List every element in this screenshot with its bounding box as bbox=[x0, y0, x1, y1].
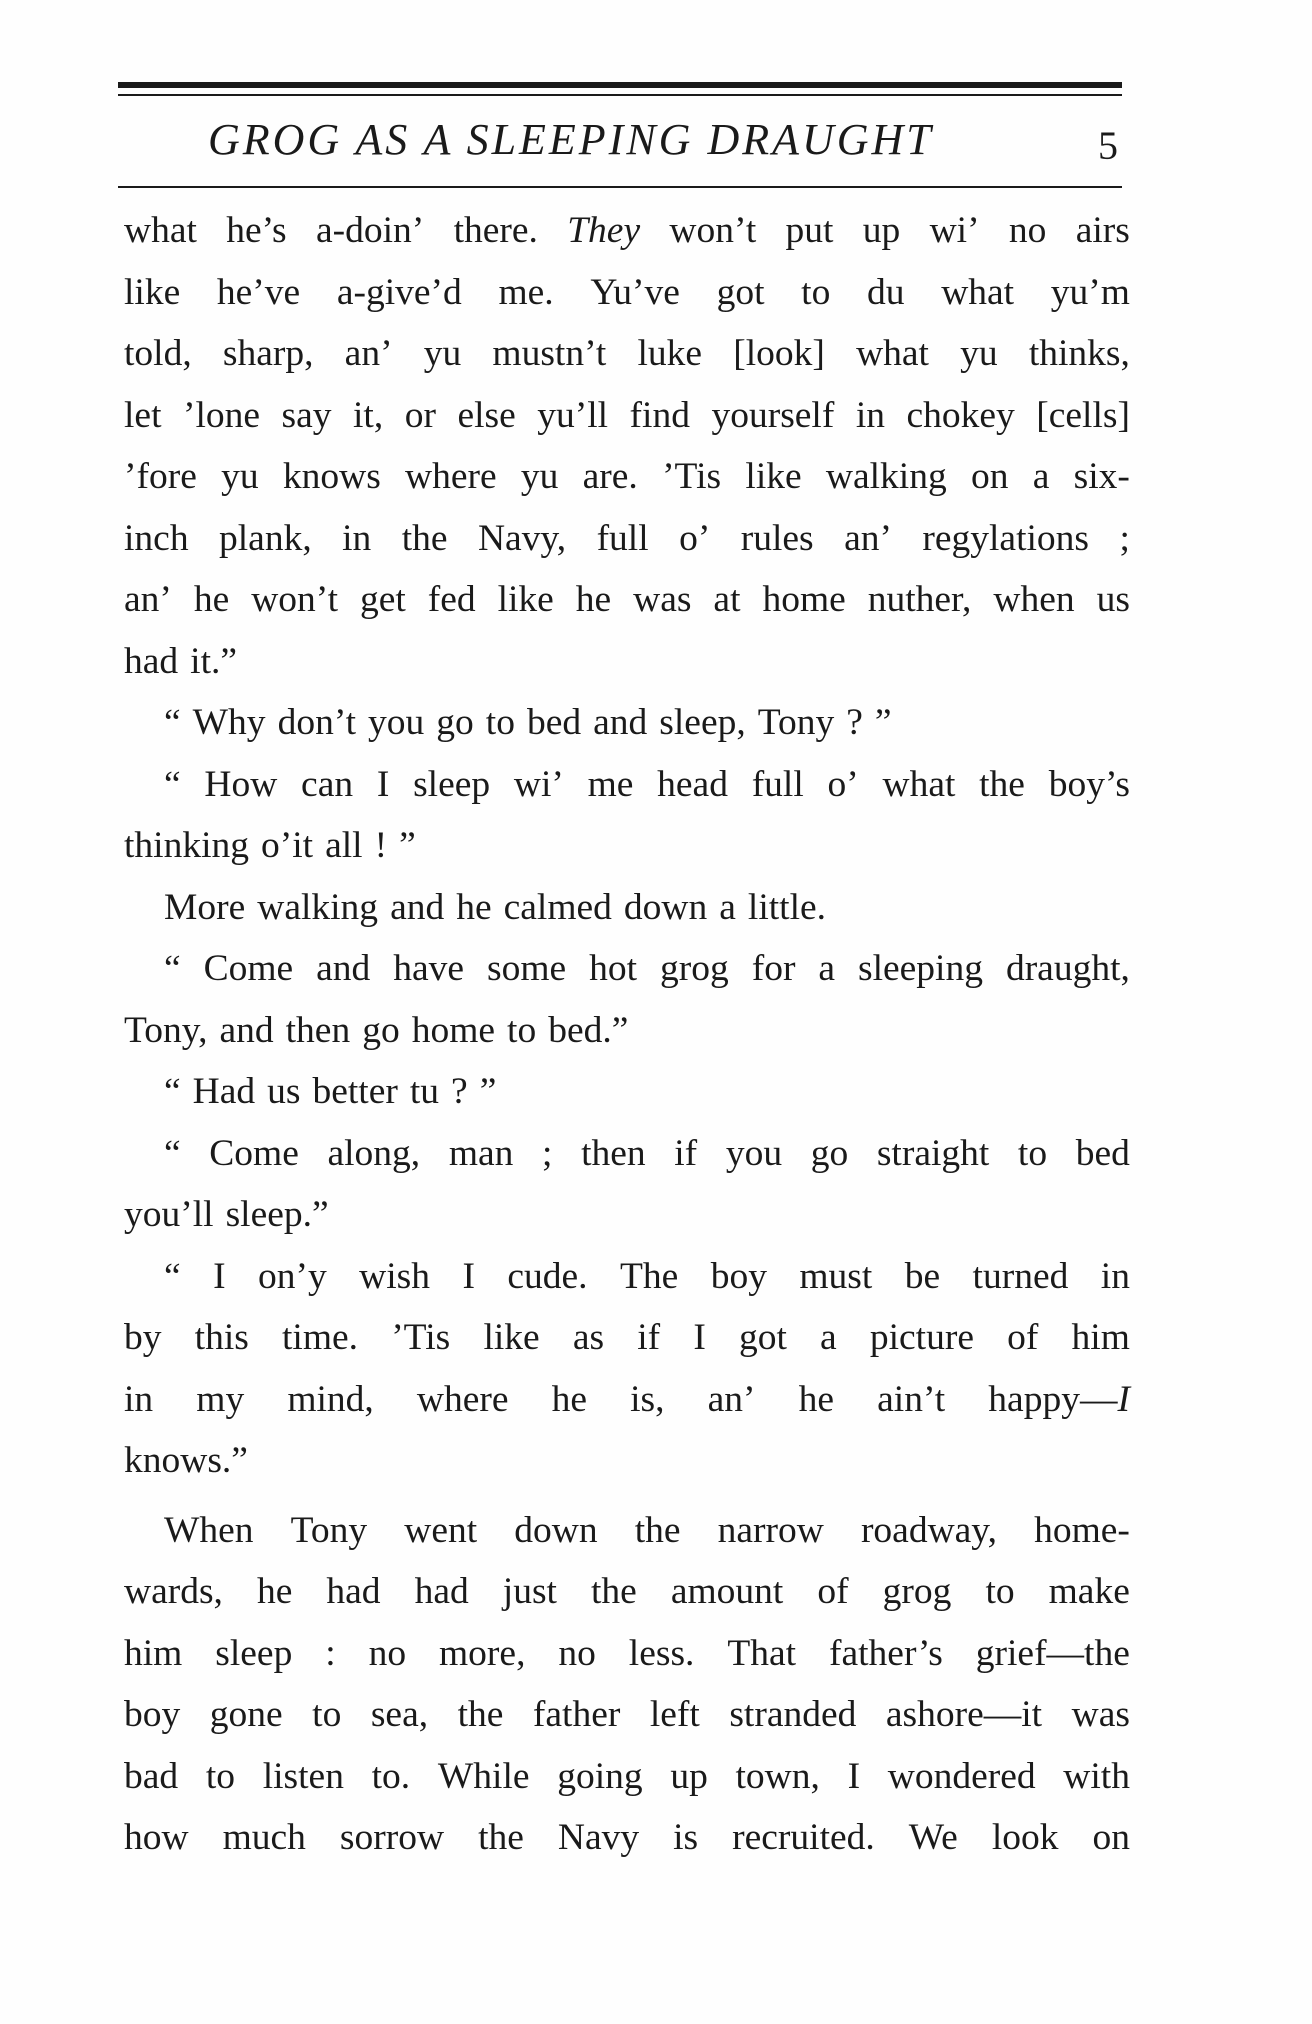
text-line: knows.” bbox=[124, 1440, 248, 1481]
text-line: “ Had us better tu ? ” bbox=[164, 1071, 497, 1112]
text-line: wards, he had had just the amount of grog to make bbox=[124, 1571, 1130, 1612]
text-line: ’fore yu knows where yu are. ’Tis like walking on a six- bbox=[124, 456, 1130, 497]
text-line: let ’lone say it, or else yu’ll find yourself in chokey [cells] bbox=[124, 394, 1130, 436]
running-title: GROG AS A SLEEPING DRAUGHT bbox=[208, 115, 934, 164]
text-line: inch plank, in the Navy, full o’ rules an’ regylations ; bbox=[124, 517, 1130, 559]
text-line: how much sorrow the Navy is recruited. We look on bbox=[124, 1817, 1130, 1858]
header-underline bbox=[118, 186, 1122, 188]
text-line: “ How can I sleep wi’ me head full o’ what the boy’s bbox=[164, 763, 1130, 805]
text-line: told, sharp, an’ yu mustn’t luke [look] what yu thinks, bbox=[124, 333, 1130, 374]
page-number: 5 bbox=[1098, 123, 1118, 168]
text-line: “ Why don’t you go to bed and sleep, Tony ? ” bbox=[164, 702, 892, 743]
text-line: had it.” bbox=[124, 640, 238, 682]
text-line: you’ll sleep.” bbox=[124, 1194, 329, 1235]
text-line: an’ he won’t get fed like he was at home nuther, when us bbox=[124, 579, 1130, 620]
text-line: When Tony went down the narrow roadway, home- bbox=[164, 1509, 1130, 1551]
running-header bbox=[118, 108, 1122, 178]
text-line: More walking and he calmed down a little. bbox=[164, 886, 827, 928]
text-line: Tony, and then go home to bed.” bbox=[124, 1009, 629, 1051]
text-line: what he’s a-doin’ there. They won’t put up wi’ no airs bbox=[124, 210, 1130, 251]
text-line: by this time. ’Tis like as if I got a picture of him bbox=[124, 1317, 1130, 1358]
text-line: “ Come and have some hot grog for a sleeping draught, bbox=[164, 948, 1130, 989]
paragraph-gap bbox=[124, 1492, 1130, 1500]
text-line: “ I on’y wish I cude. The boy must be turned in bbox=[164, 1255, 1130, 1297]
text-line: boy gone to sea, the father left stranded ashore—it was bbox=[124, 1694, 1130, 1735]
text-line: him sleep : no more, no less. That father’s grief—the bbox=[124, 1632, 1130, 1674]
header-rule-thin bbox=[118, 94, 1122, 96]
text-line: like he’ve a-give’d me. Yu’ve got to du what yu’m bbox=[124, 271, 1130, 313]
text-line: “ Come along, man ; then if you go straight to bed bbox=[164, 1132, 1130, 1174]
text-line: bad to listen to. While going up town, I wondered with bbox=[124, 1755, 1130, 1797]
text-line: in my mind, where he is, an’ he ain’t happy—I bbox=[124, 1378, 1130, 1420]
text-line: thinking o’it all ! ” bbox=[124, 825, 416, 866]
header-rule-thick bbox=[118, 82, 1122, 88]
body-text bbox=[124, 200, 1130, 1869]
